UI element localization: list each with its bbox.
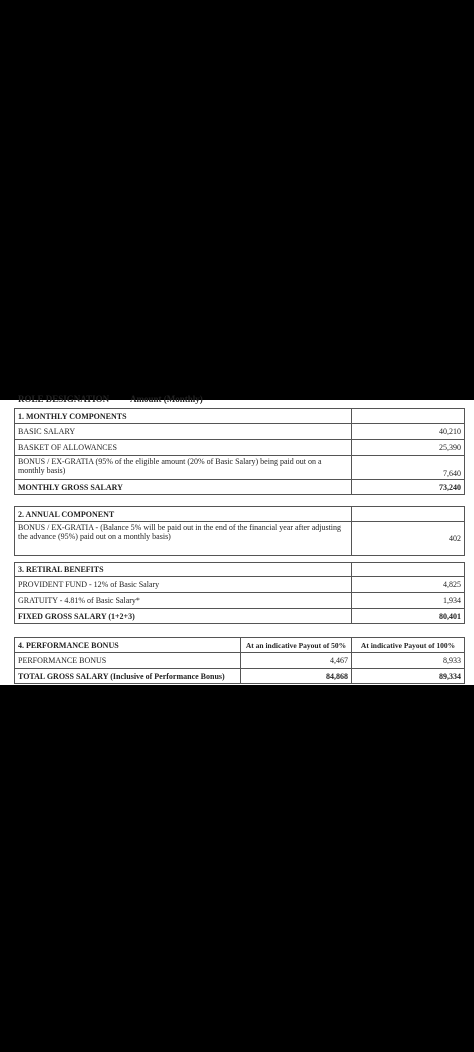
row-value-total-100: 89,334 <box>352 669 465 684</box>
section-title-retiral: 3. RETIRAL BENEFITS <box>15 563 352 577</box>
row-value-bonus-annual: 402 <box>352 522 465 556</box>
row-label-provident-fund: PROVIDENT FUND - 12% of Basic Salary <box>15 577 352 593</box>
salary-document <box>0 394 474 685</box>
section-title-monthly: 1. MONTHLY COMPONENTS <box>15 409 352 424</box>
cropped-header-designation: ROLE DESIGNATION <box>18 394 110 404</box>
row-value-monthly-gross: 73,240 <box>352 480 465 495</box>
row-value-bonus-monthly: 7,640 <box>352 456 465 480</box>
row-label-total-gross: TOTAL GROSS SALARY (Inclusive of Performance Bonus) <box>15 669 241 684</box>
section-title-annual: 2. ANNUAL COMPONENT <box>15 507 352 522</box>
row-label-bonus-monthly: BONUS / EX-GRATIA (95% of the eligible amount (20% of Basic Salary) being paid out on a monthly basis) <box>15 456 352 480</box>
cropped-header-row <box>14 394 464 404</box>
section-title-performance: 4. PERFORMANCE BONUS <box>15 638 241 653</box>
row-value-fixed-gross: 80,401 <box>352 609 465 624</box>
performance-bonus-table <box>14 637 465 684</box>
row-label-performance-bonus: PERFORMANCE BONUS <box>15 653 241 669</box>
row-label-bonus-annual: BONUS / EX-GRATIA - (Balance 5% will be paid out in the end of the financial year after adjusting the advance (95%) paid out on a monthly basis) <box>15 522 352 556</box>
row-value-performance-50: 4,467 <box>241 653 352 669</box>
column-header-100: At indicative Payout of 100% <box>352 638 465 653</box>
annual-component-table <box>14 506 465 556</box>
section-title-filler <box>352 563 465 577</box>
row-value-performance-100: 8,933 <box>352 653 465 669</box>
cropped-header-amount: Amount (Monthly) <box>130 394 203 404</box>
section-title-filler <box>352 409 465 424</box>
row-label-basic-salary: BASIC SALARY <box>15 424 352 440</box>
monthly-components-table <box>14 408 465 495</box>
row-value-gratuity: 1,934 <box>352 593 465 609</box>
row-value-basket-allowances: 25,390 <box>352 440 465 456</box>
section-title-filler <box>352 507 465 522</box>
row-value-basic-salary: 40,210 <box>352 424 465 440</box>
row-label-monthly-gross: MONTHLY GROSS SALARY <box>15 480 352 495</box>
row-label-fixed-gross: FIXED GROSS SALARY (1+2+3) <box>15 609 352 624</box>
column-header-50: At an indicative Payout of 50% <box>241 638 352 653</box>
retiral-benefits-table <box>14 562 465 624</box>
row-label-gratuity: GRATUITY - 4.81% of Basic Salary* <box>15 593 352 609</box>
row-value-provident-fund: 4,825 <box>352 577 465 593</box>
row-value-total-50: 84,868 <box>241 669 352 684</box>
row-label-basket-allowances: BASKET OF ALLOWANCES <box>15 440 352 456</box>
